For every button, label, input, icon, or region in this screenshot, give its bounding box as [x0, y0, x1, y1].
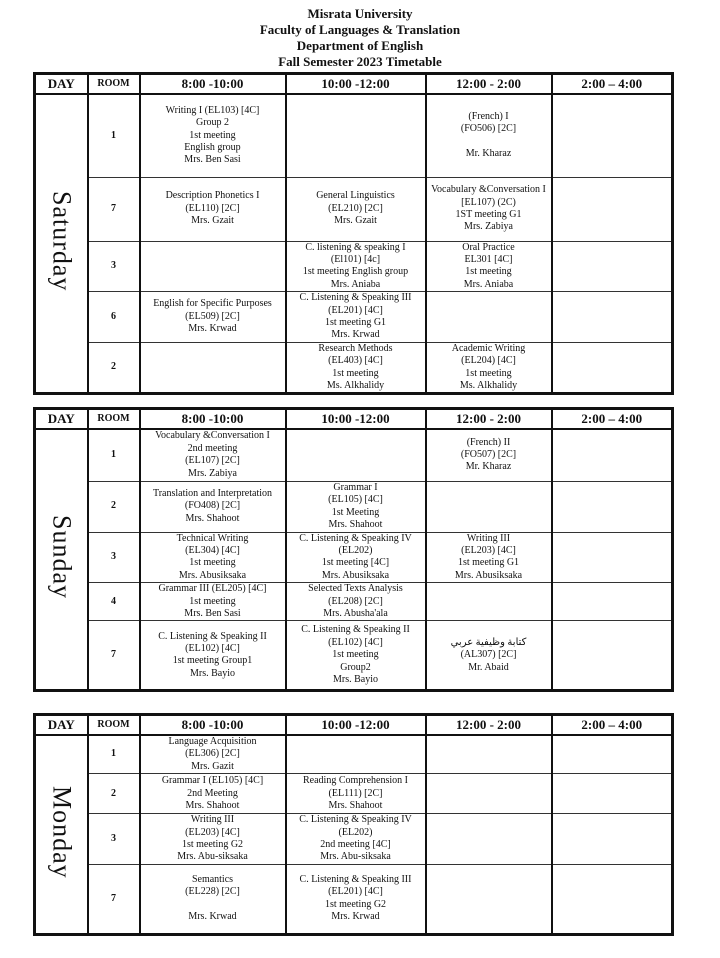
class-slot-cell [426, 814, 552, 865]
class-slot-cell [426, 532, 552, 583]
class-info-line: 1st meeting [189, 129, 236, 141]
class-slot-cell [286, 429, 426, 481]
class-info-line: (EL111) [2C] [328, 787, 383, 799]
class-info-line: General Linguistics [316, 190, 395, 202]
day-label-cell [35, 429, 88, 691]
slot-10-12-header: 10:00 -12:00 [286, 74, 426, 95]
class-info-line: (El101) [4c] [330, 253, 381, 265]
class-info-line: Research Methods [318, 342, 393, 354]
class-slot-cell [286, 621, 426, 691]
class-info-line: C. listening & speaking I [305, 241, 406, 253]
class-slot-cell [286, 532, 426, 583]
class-info-line: Translation and Interpretation [152, 487, 273, 499]
table-row [35, 292, 673, 343]
class-slot-cell [140, 774, 286, 814]
class-slot-cell [426, 292, 552, 343]
class-slot-cell [140, 292, 286, 343]
class-slot-cell [140, 94, 286, 177]
class-info-line: Mrs. Krwad [331, 911, 380, 923]
class-info-line [142, 899, 284, 911]
class-slot-cell [426, 94, 552, 177]
table-row [35, 814, 673, 865]
class-info-line: C. Listening & Speaking IV [299, 532, 412, 544]
slot-12-2-header: 12:00 - 2:00 [426, 409, 552, 430]
class-info-line: Grammar I [333, 481, 378, 493]
class-info-line: (EL208) [2C] [328, 595, 383, 607]
class-info-line: (EL110) [2C] [185, 202, 240, 214]
class-info-line: (French) I [468, 110, 509, 122]
class-info-line: Mrs. Abu-siksaka [177, 851, 248, 863]
class-info-line: Mrs. Zabiya [464, 221, 513, 233]
class-info-line: Mrs. Ben Sasi [184, 154, 241, 166]
class-slot-cell [426, 583, 552, 621]
class-slot-cell [552, 864, 673, 934]
day-table-sunday [33, 407, 674, 692]
class-info-line: Mrs. Shahoot [185, 799, 240, 811]
room-number: 1 [88, 429, 140, 481]
class-slot-cell [286, 177, 426, 241]
class-info-line: (EL210) [2C] [328, 202, 383, 214]
table-row [35, 532, 673, 583]
class-slot-cell [140, 429, 286, 481]
class-info-line: 1st meeting G1 [457, 557, 520, 569]
room-number: 3 [88, 241, 140, 292]
class-info-line: 1st meeting [189, 595, 236, 607]
class-info-line: Mrs. Gzait [334, 215, 377, 227]
class-info-line: (EL403) [4C] [328, 355, 383, 367]
slot-2-4-header: 2:00 – 4:00 [552, 715, 673, 736]
class-info-line: (AL307) [2C] [460, 649, 517, 661]
class-slot-cell [286, 241, 426, 292]
class-info-line: (FO507) [2C] [460, 449, 517, 461]
table-row [35, 583, 673, 621]
room-number: 1 [88, 735, 140, 774]
class-info-line: Writing I (EL103) [4C] [165, 104, 260, 116]
class-info-line: 1st meeting G2 [324, 898, 387, 910]
class-slot-cell [426, 864, 552, 934]
class-info-line: EL301 [4C] [464, 253, 513, 265]
class-slot-cell [552, 177, 673, 241]
class-slot-cell [286, 814, 426, 865]
class-info-line: (EL201) [4C] [328, 304, 383, 316]
class-info-line: (EL228) [2C] [185, 886, 240, 898]
room-number: 2 [88, 342, 140, 394]
room-number: 4 [88, 583, 140, 621]
class-slot-cell [140, 814, 286, 865]
class-info-line: Mrs. Abusiksaka [178, 569, 247, 581]
class-slot-cell [140, 532, 286, 583]
class-info-line: Description Phonetics I [165, 190, 260, 202]
class-slot-cell [552, 774, 673, 814]
class-info-line: [EL107) (2C) [461, 196, 516, 208]
table-row [35, 735, 673, 774]
class-info-line: Mrs. Gazit [191, 760, 234, 772]
class-info-line: (EL304) [4C] [185, 544, 240, 556]
class-slot-cell [140, 481, 286, 532]
day-header: DAY [35, 715, 88, 736]
class-info-line: (EL203) [4C] [461, 544, 516, 556]
class-slot-cell [426, 735, 552, 774]
table-row [35, 241, 673, 292]
class-info-line: C. Listening & Speaking II [301, 624, 410, 636]
class-info-line: Group 2 [195, 117, 230, 129]
class-info-line: (EL509) [2C] [185, 310, 240, 322]
table-header-row [35, 715, 673, 736]
table-row [35, 429, 673, 481]
class-info-line: Mrs. Aniaba [330, 278, 381, 290]
class-slot-cell [286, 583, 426, 621]
class-info-line: 1st Meeting [331, 506, 380, 518]
class-info-line: (EL107) [2C] [185, 455, 240, 467]
class-info-line: 1st meeting [4C] [321, 557, 390, 569]
class-slot-cell [140, 583, 286, 621]
class-info-line: 2nd Meeting [187, 787, 238, 799]
class-info-line: (EL105) [4C] [328, 494, 383, 506]
class-info-line: (EL202) [338, 544, 373, 556]
room-header: ROOM [88, 74, 140, 95]
faculty-name: Faculty of Languages & Translation [259, 22, 461, 37]
slot-10-12-header: 10:00 -12:00 [286, 409, 426, 430]
class-slot-cell [552, 241, 673, 292]
class-info-line: كتابة وظيفية عربي [450, 636, 527, 648]
class-info-line: 1st meeting G2 [181, 839, 244, 851]
class-info-line: English group [184, 141, 241, 153]
room-number: 7 [88, 864, 140, 934]
class-slot-cell [552, 429, 673, 481]
class-slot-cell [140, 342, 286, 394]
class-info-line: 2nd meeting [187, 442, 238, 454]
class-slot-cell [286, 342, 426, 394]
class-info-line: C. Listening & Speaking III [299, 292, 412, 304]
class-info-line: Mrs. Krwad [331, 329, 380, 341]
class-info-line: (EL306) [2C] [185, 748, 240, 760]
room-number: 2 [88, 774, 140, 814]
class-info-line: Mrs. Aniaba [463, 278, 514, 290]
class-info-line: Mrs. Abusiksaka [454, 569, 523, 581]
class-info-line: (EL202) [338, 826, 373, 838]
class-info-line: Technical Writing [176, 532, 249, 544]
class-info-line: Mrs. Gzait [191, 215, 234, 227]
slot-12-2-header: 12:00 - 2:00 [426, 715, 552, 736]
class-slot-cell [140, 241, 286, 292]
slot-8-10-header: 8:00 -10:00 [140, 715, 286, 736]
class-info-line: (EL102) [4C] [185, 642, 240, 654]
university-name: Misrata University [307, 6, 413, 21]
class-info-line: Mrs. Shahoot [328, 799, 383, 811]
slot-2-4-header: 2:00 – 4:00 [552, 409, 673, 430]
class-info-line: (EL203) [4C] [185, 826, 240, 838]
class-info-line: (FO506) [2C] [460, 123, 517, 135]
class-slot-cell [286, 481, 426, 532]
class-info-line: (EL204) [4C] [461, 355, 516, 367]
class-info-line: 1st meeting [465, 367, 512, 379]
class-info-line: Mrs. Krwad [188, 911, 237, 923]
class-slot-cell [140, 621, 286, 691]
room-number: 6 [88, 292, 140, 343]
class-slot-cell [552, 735, 673, 774]
class-info-line: Mr. Abaid [468, 661, 509, 673]
class-info-line: Semantics [191, 874, 234, 886]
class-info-line: Language Acquisition [168, 736, 257, 747]
class-slot-cell [552, 94, 673, 177]
class-info-line: 1st meeting [189, 557, 236, 569]
slot-2-4-header: 2:00 – 4:00 [552, 74, 673, 95]
timetable-header [0, 6, 720, 70]
class-info-line: Mr. Kharaz [465, 148, 512, 160]
table-header-row [35, 409, 673, 430]
class-info-line: Mrs. Krwad [188, 323, 237, 335]
table-row [35, 864, 673, 934]
class-info-line: Writing III [466, 532, 511, 544]
day-name: Monday [47, 785, 77, 879]
class-info-line: C. Listening & Speaking II [158, 630, 267, 642]
class-info-line: Oral Practice [462, 241, 515, 253]
class-slot-cell [426, 241, 552, 292]
class-info-line: 1st meeting [332, 367, 379, 379]
class-slot-cell [426, 429, 552, 481]
table-row [35, 481, 673, 532]
class-slot-cell [426, 481, 552, 532]
class-info-line: Selected Texts Analysis [308, 583, 403, 595]
class-slot-cell [552, 342, 673, 394]
class-info-line: 1st meeting Group1 [172, 655, 253, 667]
class-info-line: Ms. Alkhalidy [326, 379, 385, 391]
class-info-line: Mrs. Bayio [333, 673, 378, 685]
room-number: 2 [88, 481, 140, 532]
slot-8-10-header: 8:00 -10:00 [140, 74, 286, 95]
class-slot-cell [140, 864, 286, 934]
class-info-line: Mrs. Abusha'ala [323, 607, 388, 619]
class-slot-cell [140, 735, 286, 774]
class-info-line: Reading Comprehension I [303, 775, 408, 787]
table-row [35, 774, 673, 814]
class-info-line: Mrs. Ben Sasi [184, 607, 241, 619]
class-info-line: 1st meeting [465, 266, 512, 278]
table-row [35, 621, 673, 691]
class-info-line: (FO408) [2C] [184, 500, 241, 512]
class-info-line: Vocabulary &Conversation I [431, 184, 546, 196]
class-slot-cell [552, 814, 673, 865]
slot-12-2-header: 12:00 - 2:00 [426, 74, 552, 95]
class-info-line: C. Listening & Speaking III [299, 874, 412, 886]
day-table-saturday [33, 72, 674, 395]
class-slot-cell [140, 177, 286, 241]
class-info-line: Group2 [340, 661, 371, 673]
day-label-cell [35, 735, 88, 934]
room-number: 3 [88, 814, 140, 865]
room-number: 3 [88, 532, 140, 583]
slot-10-12-header: 10:00 -12:00 [286, 715, 426, 736]
class-slot-cell [552, 481, 673, 532]
slot-8-10-header: 8:00 -10:00 [140, 409, 286, 430]
class-slot-cell [552, 583, 673, 621]
class-slot-cell [286, 735, 426, 774]
class-info-line: English for Specific Purposes [153, 298, 272, 310]
class-slot-cell [286, 864, 426, 934]
semester-title: Fall Semester 2023 Timetable [278, 54, 442, 69]
class-info-line: Ms. Alkhalidy [459, 379, 518, 391]
class-info-line: C. Listening & Speaking IV [299, 814, 412, 826]
class-info-line: Mrs. Abu-siksaka [320, 851, 391, 863]
class-info-line: (EL201) [4C] [328, 886, 383, 898]
room-number: 7 [88, 177, 140, 241]
class-info-line: (French) II [466, 436, 511, 448]
class-slot-cell [552, 621, 673, 691]
class-slot-cell [426, 342, 552, 394]
day-label-cell [35, 94, 88, 394]
class-info-line: 1st meeting English group [302, 266, 409, 278]
table-row [35, 177, 673, 241]
class-info-line: Academic Writing [451, 342, 526, 354]
class-slot-cell [286, 94, 426, 177]
class-info-line: 1st meeting G1 [324, 316, 387, 328]
day-header: DAY [35, 74, 88, 95]
room-header: ROOM [88, 715, 140, 736]
table-row [35, 94, 673, 177]
class-info-line: Mrs. Abusiksaka [321, 569, 390, 581]
class-info-line: 2nd meeting [4C] [320, 839, 391, 851]
class-info-line: (EL102) [4C] [328, 636, 383, 648]
class-info-line: Mrs. Bayio [190, 667, 235, 679]
department-name: Department of English [296, 38, 424, 53]
table-row [35, 342, 673, 394]
room-header: ROOM [88, 409, 140, 430]
class-slot-cell [286, 292, 426, 343]
room-number: 7 [88, 621, 140, 691]
class-info-line: Mrs. Shahoot [328, 518, 383, 530]
class-slot-cell [426, 774, 552, 814]
day-name: Saturday [47, 191, 77, 292]
class-info-line: 1st meeting [332, 649, 379, 661]
class-info-line: Mrs. Zabiya [188, 467, 237, 479]
day-table-monday [33, 713, 674, 936]
class-info-line: Grammar I (EL105) [4C] [161, 775, 264, 787]
class-slot-cell [552, 532, 673, 583]
room-number: 1 [88, 94, 140, 177]
day-name: Sunday [47, 515, 77, 600]
class-slot-cell [426, 177, 552, 241]
class-info-line: Grammar III (EL205) [4C] [158, 583, 267, 595]
class-info-line: 1ST meeting G1 [455, 209, 522, 220]
class-slot-cell [552, 292, 673, 343]
class-slot-cell [426, 621, 552, 691]
class-info-line: Mr. Kharaz [465, 461, 512, 473]
table-header-row [35, 74, 673, 95]
class-info-line [428, 136, 550, 148]
class-info-line: Writing III [190, 814, 235, 826]
class-slot-cell [286, 774, 426, 814]
day-header: DAY [35, 409, 88, 430]
class-info-line: Vocabulary &Conversation I [155, 430, 270, 442]
class-info-line: Mrs. Shahoot [185, 512, 240, 524]
